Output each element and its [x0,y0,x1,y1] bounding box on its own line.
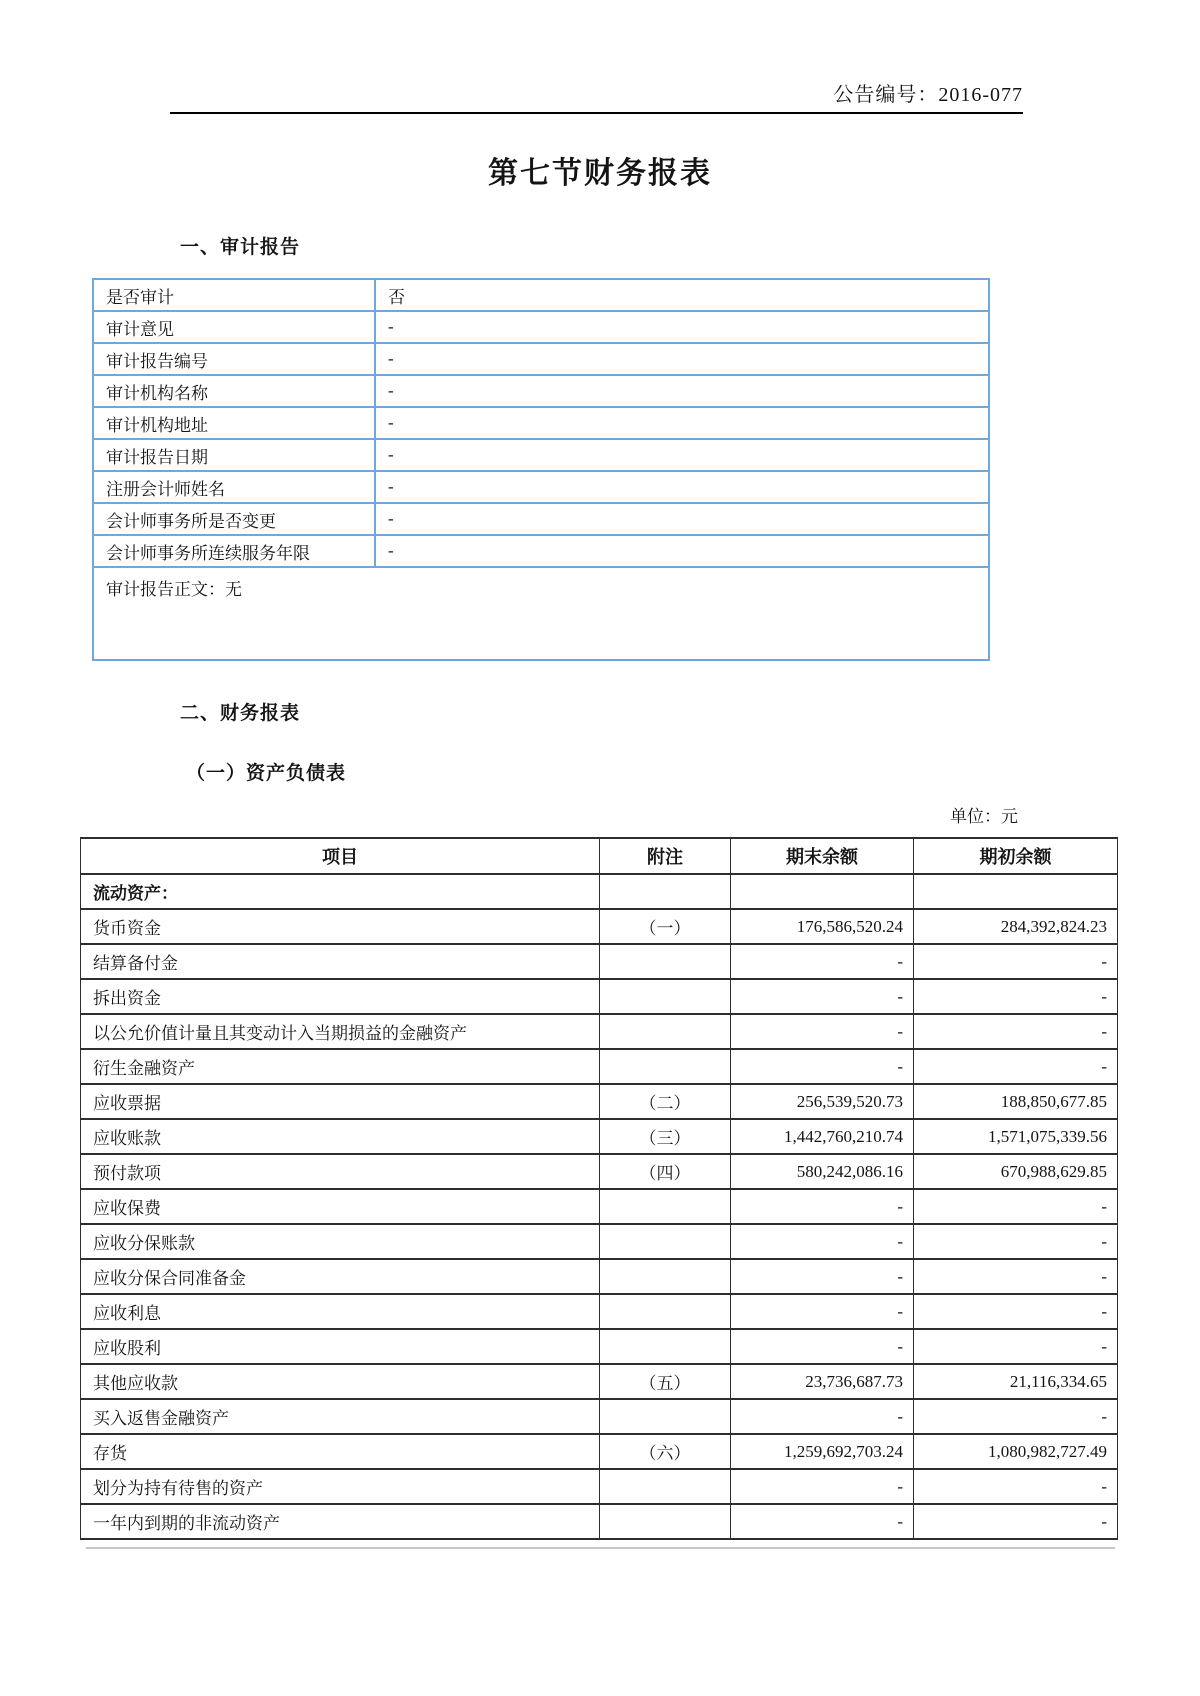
note-cell: （三） [600,1119,731,1154]
audit-row-value: - [375,535,989,567]
beginning-balance-cell: - [914,1259,1118,1294]
ending-balance-cell: - [731,1259,914,1294]
note-cell [600,1259,731,1294]
item-cell: 应收票据 [81,1084,600,1119]
ending-balance-cell: 256,539,520.73 [731,1084,914,1119]
item-cell: 货币资金 [81,909,600,944]
announcement-number: 公告编号：2016-077 [833,84,1023,106]
note-cell: （五） [600,1364,731,1399]
item-cell: 应收分保合同准备金 [81,1259,600,1294]
item-cell: 存货 [81,1434,600,1469]
balance-sheet-row [81,1154,1118,1189]
beginning-balance-cell: - [914,1329,1118,1364]
ending-balance-cell: - [731,1399,914,1434]
ending-balance-cell: 1,259,692,703.24 [731,1434,914,1469]
audit-row-label: 审计机构地址 [93,407,375,439]
beginning-balance-cell: - [914,979,1118,1014]
audit-row-label: 审计报告编号 [93,343,375,375]
note-cell [600,1014,731,1049]
audit-table-row [93,471,989,503]
audit-row-label: 审计报告日期 [93,439,375,471]
note-cell [600,1049,731,1084]
note-cell [600,1469,731,1504]
balance-sheet-body [81,874,1118,1539]
note-cell: （一） [600,909,731,944]
balance-sheet-header-row [81,838,1118,874]
item-cell: 结算备付金 [81,944,600,979]
audit-row-value: - [375,311,989,343]
audit-table-row [93,343,989,375]
ending-balance-cell: - [731,1224,914,1259]
beginning-balance-cell: 670,988,629.85 [914,1154,1118,1189]
ending-balance-cell: - [731,1189,914,1224]
item-cell: 应收利息 [81,1294,600,1329]
audit-row-label: 注册会计师姓名 [93,471,375,503]
audit-row-value: - [375,471,989,503]
balance-sheet-row [81,1224,1118,1259]
balance-sheet-row [81,1434,1118,1469]
beginning-balance-cell: - [914,1189,1118,1224]
table-bottom-shadow [86,1547,1115,1549]
audit-table-row [93,439,989,471]
audit-table-row [93,375,989,407]
balance-sheet-row [81,1329,1118,1364]
beginning-balance-cell: - [914,1294,1118,1329]
audit-table-row [93,407,989,439]
balance-sheet-row [81,1119,1118,1154]
audit-row-value: - [375,407,989,439]
beginning-balance-cell: - [914,1049,1118,1084]
note-cell [600,979,731,1014]
balance-sheet-table [80,837,1118,1540]
note-cell [600,1294,731,1329]
audit-table-row [93,279,989,311]
audit-row-label: 审计意见 [93,311,375,343]
item-cell: 以公允价值计量且其变动计入当期损益的金融资产 [81,1014,600,1049]
page-title: 第七节财务报表 [488,157,712,190]
beginning-balance-cell: 21,116,334.65 [914,1364,1118,1399]
item-cell: 应收账款 [81,1119,600,1154]
balance-sheet-row [81,944,1118,979]
beginning-balance-cell: 1,080,982,727.49 [914,1434,1118,1469]
note-cell [600,1224,731,1259]
audit-row-label: 会计师事务所是否变更 [93,503,375,535]
balance-sheet-row [81,874,1118,909]
section-heading-audit-report: 一、审计报告 [180,237,301,258]
balance-sheet-row [81,1084,1118,1119]
section-heading-financial-statements: 二、财务报表 [180,703,301,724]
subsection-heading-balance-sheet: （一）资产负债表 [186,763,347,784]
audit-table [92,278,990,661]
balance-sheet-row [81,1049,1118,1084]
audit-row-value: 否 [375,279,989,311]
audit-row-value: - [375,343,989,375]
unit-label: 单位：元 [950,807,1018,826]
balance-sheet-row [81,1399,1118,1434]
beginning-balance-cell: 284,392,824.23 [914,909,1118,944]
balance-sheet-row [81,1259,1118,1294]
audit-row-label: 是否审计 [93,279,375,311]
note-cell [600,1504,731,1539]
ending-balance-cell: - [731,1329,914,1364]
column-header-note: 附注 [600,838,731,874]
ending-balance-cell: 23,736,687.73 [731,1364,914,1399]
header-rule [170,112,1023,114]
audit-report-body-row [93,567,989,660]
beginning-balance-cell: - [914,1224,1118,1259]
balance-sheet-row [81,979,1118,1014]
ending-balance-cell: 1,442,760,210.74 [731,1119,914,1154]
beginning-balance-cell: 1,571,075,339.56 [914,1119,1118,1154]
audit-row-value: - [375,503,989,535]
beginning-balance-cell: - [914,1014,1118,1049]
audit-row-label: 会计师事务所连续服务年限 [93,535,375,567]
item-cell: 一年内到期的非流动资产 [81,1504,600,1539]
ending-balance-cell: - [731,979,914,1014]
audit-table-row [93,535,989,567]
item-cell: 流动资产： [81,874,600,909]
ending-balance-cell: - [731,944,914,979]
ending-balance-cell: - [731,1469,914,1504]
balance-sheet-row [81,1294,1118,1329]
beginning-balance-cell: 188,850,677.85 [914,1084,1118,1119]
item-cell: 衍生金融资产 [81,1049,600,1084]
beginning-balance-cell [914,874,1118,909]
item-cell: 应收分保账款 [81,1224,600,1259]
balance-sheet-row [81,1189,1118,1224]
item-cell: 划分为持有待售的资产 [81,1469,600,1504]
ending-balance-cell: - [731,1294,914,1329]
column-header-ending-balance: 期末余额 [731,838,914,874]
item-cell: 其他应收款 [81,1364,600,1399]
note-cell: （四） [600,1154,731,1189]
note-cell [600,1329,731,1364]
ending-balance-cell: 176,586,520.24 [731,909,914,944]
ending-balance-cell: 580,242,086.16 [731,1154,914,1189]
balance-sheet-row [81,909,1118,944]
balance-sheet-row [81,1469,1118,1504]
item-cell: 预付款项 [81,1154,600,1189]
balance-sheet-row [81,1504,1118,1539]
column-header-item: 项目 [81,838,600,874]
column-header-beginning-balance: 期初余额 [914,838,1118,874]
audit-table-body [93,279,989,660]
ending-balance-cell: - [731,1049,914,1084]
audit-report-body-text: 审计报告正文：无 [93,567,989,660]
beginning-balance-cell: - [914,944,1118,979]
audit-row-label: 审计机构名称 [93,375,375,407]
ending-balance-cell: - [731,1014,914,1049]
audit-row-value: - [375,439,989,471]
item-cell: 应收保费 [81,1189,600,1224]
note-cell [600,1189,731,1224]
note-cell: （二） [600,1084,731,1119]
beginning-balance-cell: - [914,1504,1118,1539]
note-cell: （六） [600,1434,731,1469]
note-cell [600,874,731,909]
beginning-balance-cell: - [914,1469,1118,1504]
item-cell: 拆出资金 [81,979,600,1014]
balance-sheet-row [81,1364,1118,1399]
note-cell [600,944,731,979]
beginning-balance-cell: - [914,1399,1118,1434]
item-cell: 买入返售金融资产 [81,1399,600,1434]
ending-balance-cell: - [731,1504,914,1539]
audit-table-row [93,311,989,343]
note-cell [600,1399,731,1434]
ending-balance-cell [731,874,914,909]
balance-sheet-row [81,1014,1118,1049]
item-cell: 应收股利 [81,1329,600,1364]
audit-row-value: - [375,375,989,407]
audit-table-row [93,503,989,535]
